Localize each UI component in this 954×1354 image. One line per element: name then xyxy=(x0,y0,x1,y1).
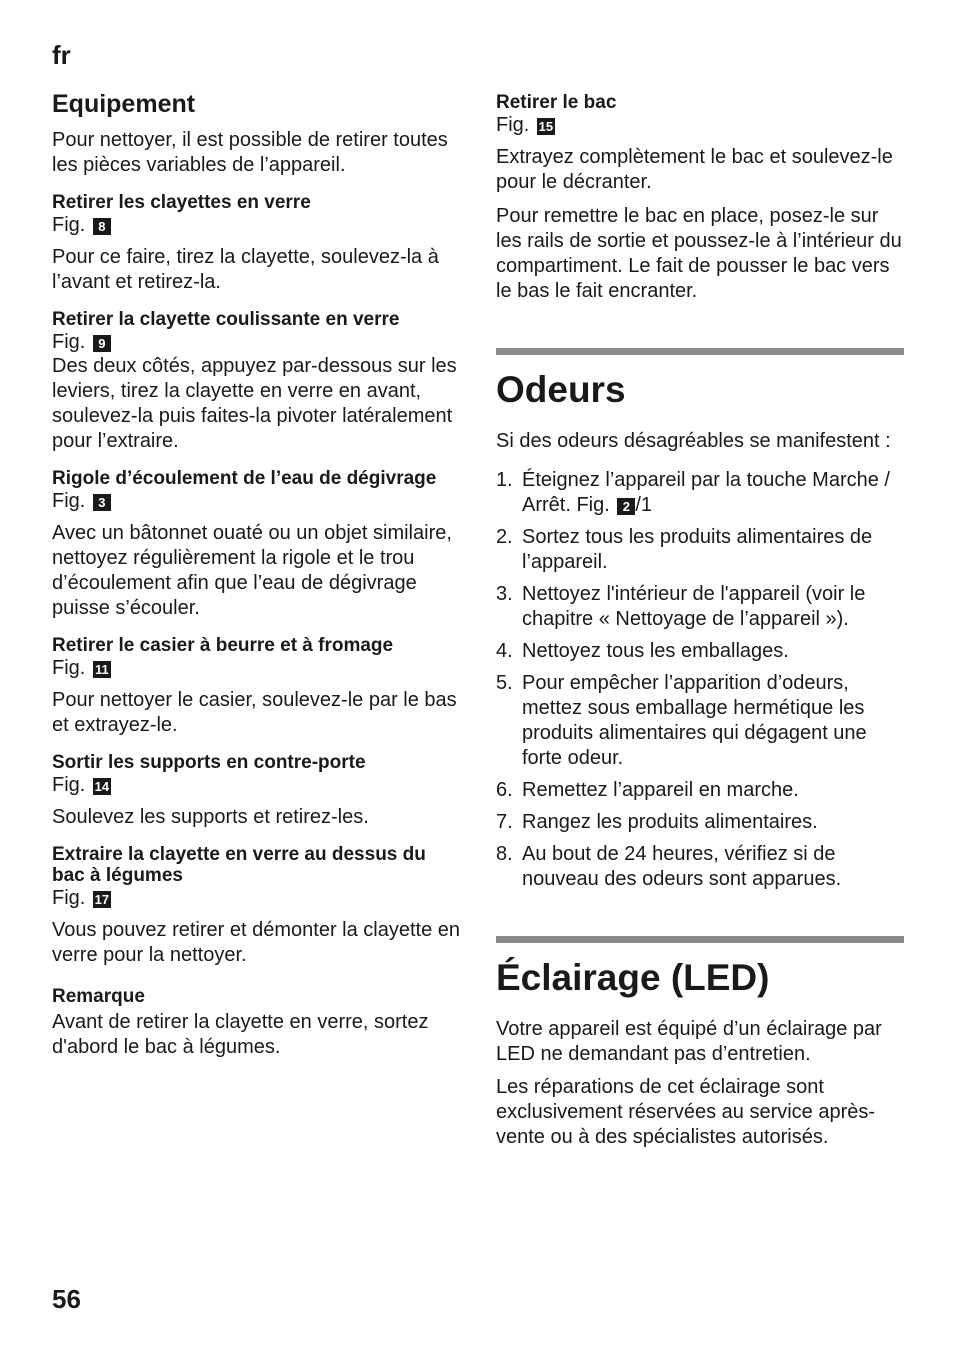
item-clayette-bac-legumes xyxy=(52,844,460,968)
item-casier-beurre xyxy=(52,635,460,738)
equipement-title: Equipement xyxy=(52,90,196,118)
remarque-heading: Remarque xyxy=(52,986,145,1007)
language-tag: fr xyxy=(52,40,71,70)
eclairage-text-1: Votre appareil est équipé d’un éclairage par LED ne demandant pas d’entretien. xyxy=(496,1018,882,1065)
item-text: Des deux côtés, appuyez par-dessous sur les leviers, tirez la clayette en verre en avant, soulevez-la puis faites-la pivoter latéralement pour l’extraire. xyxy=(52,355,457,452)
item-supports-contre-porte xyxy=(52,752,460,830)
odeurs-intro: Si des odeurs désagréables se manifestent : xyxy=(496,430,891,452)
fig-number-badge: 2 xyxy=(617,498,635,515)
item-clayette-coulissante xyxy=(52,309,460,454)
list-item: 6. Remettez l’appareil en marche. xyxy=(496,779,799,801)
list-item: 2. Sortez tous les produits alimentaires de l’appareil. xyxy=(496,526,873,573)
item-clayettes-verre xyxy=(52,192,460,295)
list-item: 8. Au bout de 24 heures, vérifiez si de nouveau des odeurs sont apparues. xyxy=(496,843,842,890)
fig-reference: Fig. 17 xyxy=(52,887,110,909)
page-number: 56 xyxy=(52,1284,81,1314)
list-item: 5. Pour empêcher l’apparition d’odeurs, mettez sous emballage hermétique les produits alimentaires qui dégagent une forte odeur. xyxy=(496,672,867,769)
remarque-block xyxy=(52,986,460,1060)
item-text: Soulevez les supports et retirez-les. xyxy=(52,806,369,828)
equipement-intro: Pour nettoyer, il est possible de retirer toutes les pièces variables de l’appareil. xyxy=(52,129,448,176)
section-divider xyxy=(496,936,904,943)
fig-reference: Fig. 9 xyxy=(52,330,460,354)
fig-reference: Fig. 15 xyxy=(496,114,554,136)
retirer-bac-text-1: Extrayez complètement le bac et soulevez-le pour le décranter. xyxy=(496,146,893,193)
item-text: Vous pouvez retirer et démonter la clayette en verre pour la nettoyer. xyxy=(52,919,461,966)
item-heading: Retirer le casier à beurre et à fromage xyxy=(52,635,394,656)
item-rigole-ecoulement xyxy=(52,468,460,621)
item-text: Pour nettoyer le casier, soulevez-le par le bas et extrayez-le. xyxy=(52,689,457,736)
fig-reference: Fig. 14 xyxy=(52,774,110,796)
fig-number-badge: 3 xyxy=(93,494,111,511)
list-item: 7. Rangez les produits alimentaires. xyxy=(496,811,818,833)
eclairage-text-2: Les réparations de cet éclairage sont exclusivement réservées au service après-vente ou à des spécialistes autorisés. xyxy=(496,1076,876,1148)
item-heading: Retirer la clayette coulissante en verre xyxy=(52,309,400,330)
fig-reference: Fig. 11 xyxy=(52,656,460,680)
odeurs-steps-list xyxy=(496,468,904,892)
fig-number-badge: 17 xyxy=(94,892,110,907)
item-heading: Retirer les clayettes en verre xyxy=(52,192,311,213)
retirer-bac-text-2: Pour remettre le bac en place, posez-le sur les rails de sortie et poussez-le à l’intérieur du compartiment. Le fait de pousser le bac vers le bas le fait encranter. xyxy=(496,205,902,302)
fig-number-badge: 15 xyxy=(538,119,554,134)
section-divider xyxy=(496,348,904,355)
item-heading: Extraire la clayette en verre au dessus du bac à légumes xyxy=(52,844,426,886)
retirer-bac-block xyxy=(496,92,904,304)
right-column xyxy=(496,92,904,1159)
remarque-text: Avant de retirer la clayette en verre, sortez d'abord le bac à légumes. xyxy=(52,1011,429,1058)
item-heading: Sortir les supports en contre-porte xyxy=(52,752,366,773)
item-heading: Rigole d’écoulement de l’eau de dégivrage xyxy=(52,468,437,489)
eclairage-title: Éclairage (LED) xyxy=(496,957,770,998)
fig-reference: Fig. 3 xyxy=(52,489,460,513)
item-text: Avec un bâtonnet ouaté ou un objet similaire, nettoyez régulièrement la rigole et le trou d’écoulement afin que l’eau de dégivrage puisse s’écouler. xyxy=(52,522,452,619)
item-text: Pour ce faire, tirez la clayette, soulevez-la à l’avant et retirez-la. xyxy=(52,246,439,293)
fig-number-badge: 14 xyxy=(94,779,110,794)
fig-number-badge: 8 xyxy=(93,218,111,235)
list-item: 4. Nettoyez tous les emballages. xyxy=(496,640,789,662)
left-column xyxy=(52,88,460,1069)
list-item: 1. Éteignez l’appareil par la touche Marche / Arrêt. Fig. 2 /1 xyxy=(496,469,890,516)
list-item: 3. Nettoyez l'intérieur de l'appareil (voir le chapitre « Nettoyage de l’appareil »). xyxy=(496,583,866,630)
fig-number-badge: 11 xyxy=(93,661,111,678)
retirer-bac-heading: Retirer le bac xyxy=(496,92,617,113)
fig-reference: Fig. 8 xyxy=(52,213,460,237)
odeurs-title: Odeurs xyxy=(496,369,626,410)
fig-number-badge: 9 xyxy=(93,335,111,352)
